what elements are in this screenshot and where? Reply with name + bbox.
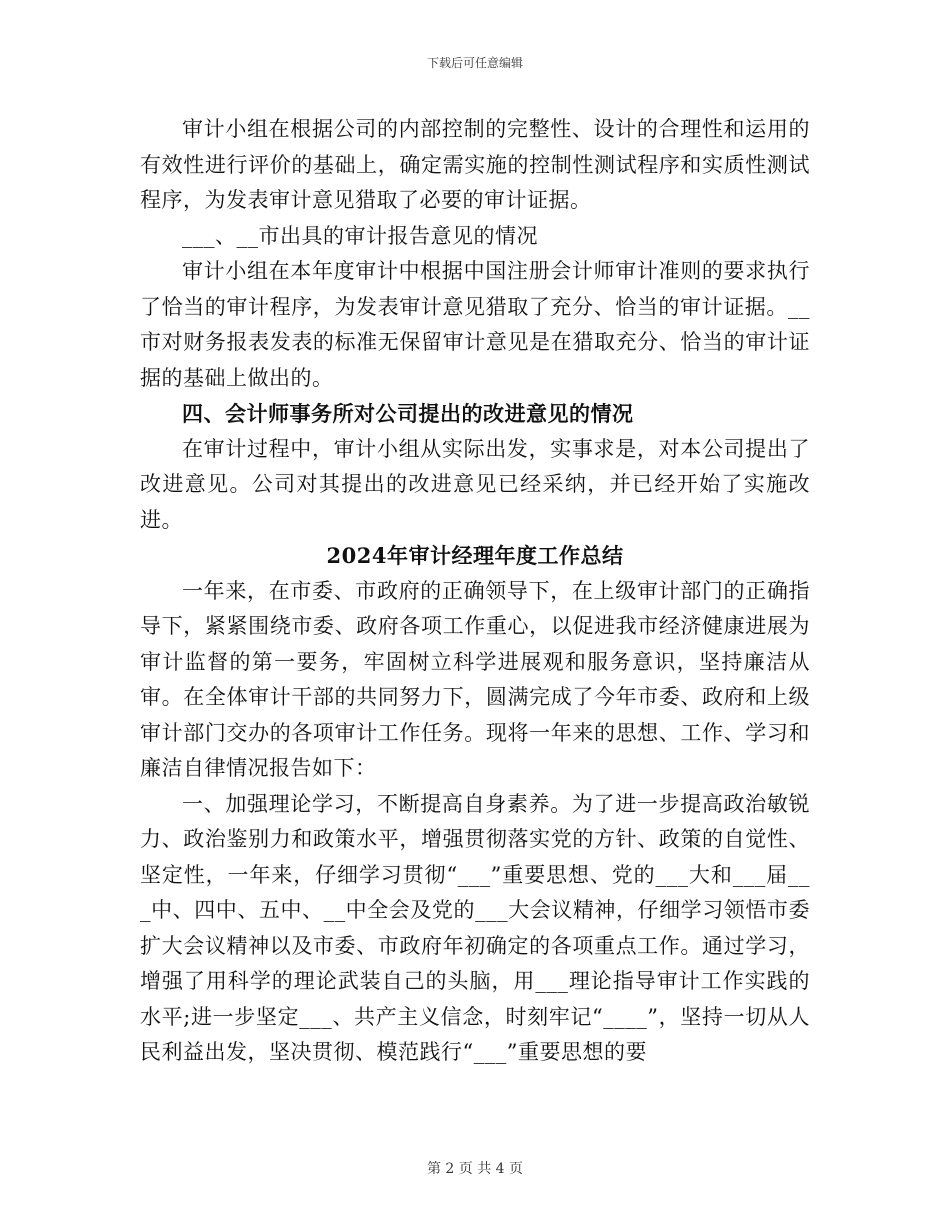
section-heading-improvement: 四、会计师事务所对公司提出的改进意见的情况 <box>182 401 634 426</box>
paragraph-audit-evidence: 审计小组在根据公司的内部控制的完整性、设计的合理性和运用的有效性进行评价的基础上，确定需实施的控制性测试程序和实质性测试程序，为发表审计意见猎取了必要的审计证据。 <box>140 117 810 212</box>
paragraph-theory-study: 一、加强理论学习，不断提高自身素养。为了进一步提高政治敏锐力、政治鉴别力和政策水平，增强贯彻落实党的方针、政策的自觉性、坚定性，一年来，仔细学习贯彻“___”重要思想、党的___大和___届___中、四中、五中、__中全会及党的___大会议精神，仔细学习领悟市委扩大会议精神以及市委、市政府年初确定的各项重点工作。通过学习，增强了用科学的理论武装自己的头脑，用___理论指导审计工作实践的水平;进一步坚定___、共产主义信念，时刻牢记“____”，坚持一切从人民利益出发，坚决贯彻、模范践行“___”重要思想的要 <box>140 791 810 1064</box>
document-title: 2024年审计经理年度工作总结 <box>326 543 624 568</box>
section-heading-audit-report: ___、__市出具的审计报告意见的情况 <box>182 223 538 248</box>
paragraph-audit-opinion: 审计小组在本年度审计中根据中国注册会计师审计准则的要求执行了恰当的审计程序，为发表审计意见猎取了充分、恰当的审计证据。__市对财务报表发表的标准无保留审计意见是在猎取充分、恰当的审计证据的基础上做出的。 <box>140 259 810 390</box>
page-number: 第 2 页 共 4 页 <box>426 1161 524 1177</box>
page-header-note: 下载后可任意编辑 <box>426 56 523 70</box>
paragraph-summary-intro: 一年来，在市委、市政府的正确领导下，在上级审计部门的正确指导下，紧紧围绕市委、政府各项工作重心，以促进我市经济健康进展为审计监督的第一要务，牢固树立科学进展观和服务意识，坚持廉洁从审。在全体审计干部的共同努力下，圆满完成了今年市委、政府和上级审计部门交办的各项审计工作任务。现将一年来的思想、工作、学习和廉洁自律情况报告如下： <box>140 578 810 780</box>
document-body <box>140 112 810 1071</box>
paragraph-improvement: 在审计过程中，审计小组从实际出发，实事求是，对本公司提出了改进意见。公司对其提出的改进意见已经采纳，并已经开始了实施改进。 <box>140 436 810 532</box>
